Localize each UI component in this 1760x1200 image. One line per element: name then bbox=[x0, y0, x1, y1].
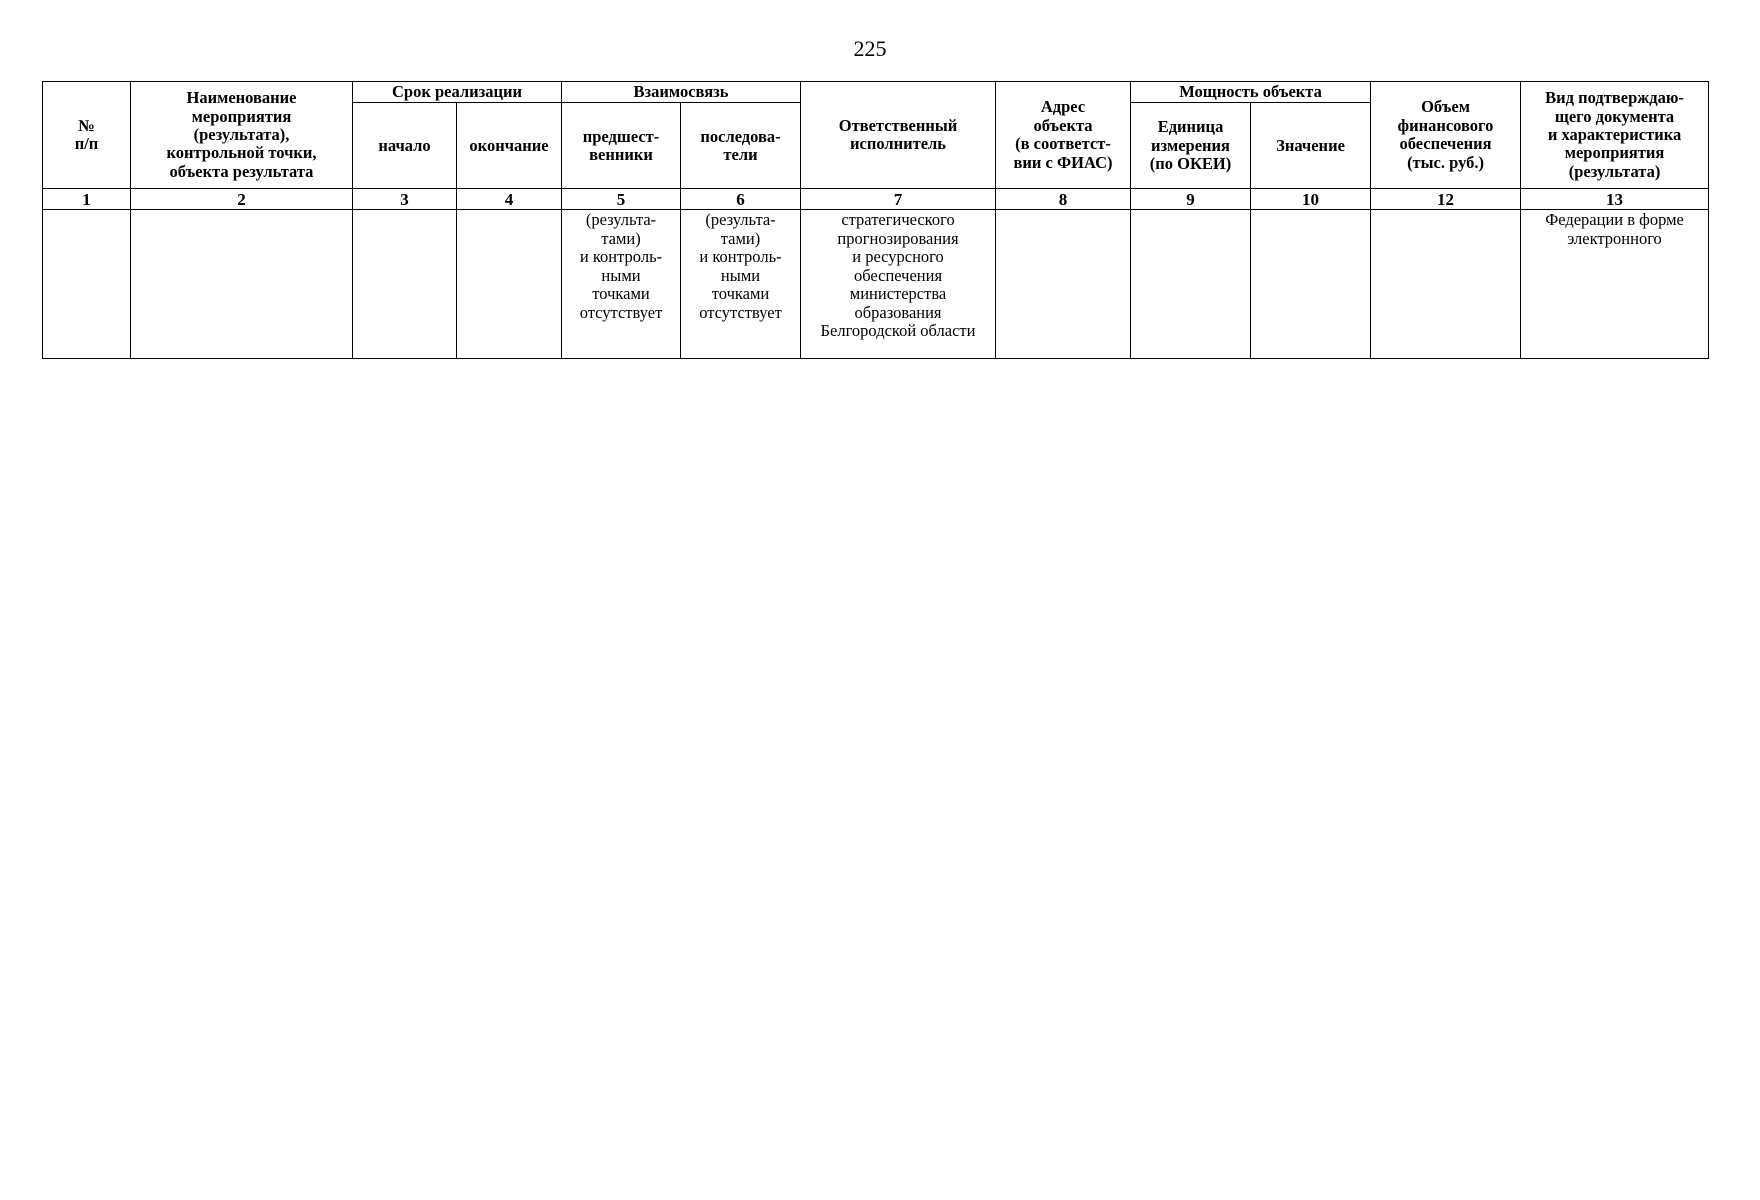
column-number-row bbox=[43, 189, 1709, 210]
column-number: 6 bbox=[681, 189, 801, 210]
cell-start bbox=[353, 210, 457, 359]
cell-responsible: стратегического прогнозирования и ресурсного обеспечения министерства образования Белгородской области bbox=[801, 210, 996, 359]
header-value: Значение bbox=[1251, 103, 1371, 189]
cell-value bbox=[1251, 210, 1371, 359]
column-number: 5 bbox=[562, 189, 681, 210]
table-row bbox=[43, 210, 1709, 359]
header-activity-name: Наименование мероприятия (результата), контрольной точки, объекта результата bbox=[131, 82, 353, 189]
cell-end bbox=[457, 210, 562, 359]
cell-document-type: Федерации в форме электронного bbox=[1521, 210, 1709, 359]
header-group-implementation-period: Срок реализации bbox=[353, 82, 562, 103]
header-group-capacity: Мощность объекта bbox=[1131, 82, 1371, 103]
column-number: 2 bbox=[131, 189, 353, 210]
header-address: Адрес объекта (в соответст- вии с ФИАС) bbox=[996, 82, 1131, 189]
column-number: 3 bbox=[353, 189, 457, 210]
page-number: 225 bbox=[853, 36, 887, 61]
column-number: 10 bbox=[1251, 189, 1371, 210]
activity-table bbox=[42, 81, 1709, 359]
cell-financing bbox=[1371, 210, 1521, 359]
column-number: 8 bbox=[996, 189, 1131, 210]
header-responsible: Ответственный исполнитель bbox=[801, 82, 996, 189]
header-successors: последова- тели bbox=[681, 103, 801, 189]
cell-number bbox=[43, 210, 131, 359]
column-number: 1 bbox=[43, 189, 131, 210]
header-financing: Объем финансового обеспечения (тыс. руб.) bbox=[1371, 82, 1521, 189]
header-start: начало bbox=[353, 103, 457, 189]
header-number: № п/п bbox=[43, 82, 131, 189]
column-number: 9 bbox=[1131, 189, 1251, 210]
cell-successors: (результа- тами) и контроль- ными точками отсутствует bbox=[681, 210, 801, 359]
header-end: окончание bbox=[457, 103, 562, 189]
cell-activity-name bbox=[131, 210, 353, 359]
column-number: 4 bbox=[457, 189, 562, 210]
header-group-relationship: Взаимосвязь bbox=[562, 82, 801, 103]
cell-unit bbox=[1131, 210, 1251, 359]
column-number: 7 bbox=[801, 189, 996, 210]
header-document-type: Вид подтверждаю- щего документа и характеристика мероприятия (результата) bbox=[1521, 82, 1709, 189]
table-header bbox=[43, 82, 1709, 189]
header-unit: Единица измерения (по ОКЕИ) bbox=[1131, 103, 1251, 189]
cell-address bbox=[996, 210, 1131, 359]
cell-predecessors: (результа- тами) и контроль- ными точками отсутствует bbox=[562, 210, 681, 359]
header-predecessors: предшест- венники bbox=[562, 103, 681, 189]
column-number: 13 bbox=[1521, 189, 1709, 210]
column-number: 12 bbox=[1371, 189, 1521, 210]
